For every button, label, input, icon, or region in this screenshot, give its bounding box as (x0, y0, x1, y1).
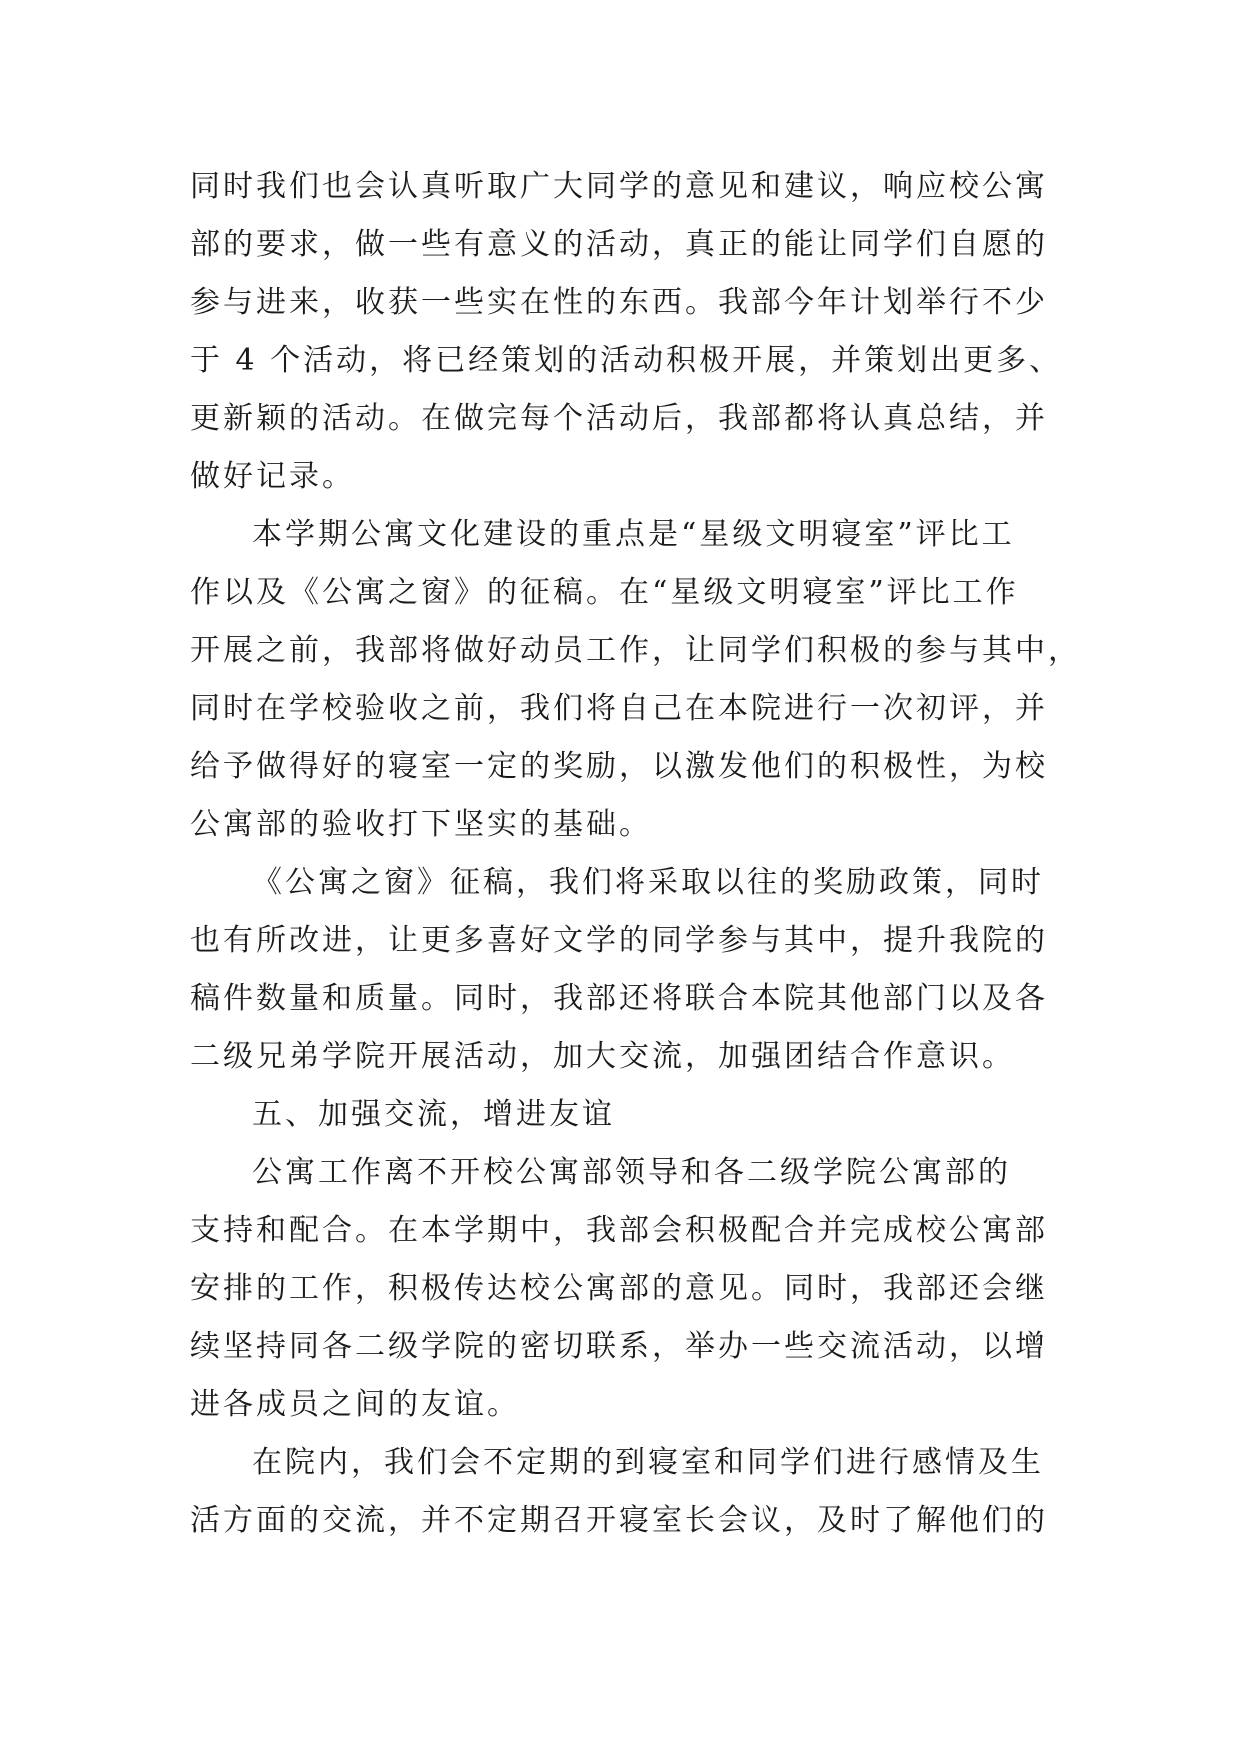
text-line: 更新颖的活动。在做完每个活动后，我部都将认真总结，并 (190, 401, 1048, 436)
text-line: 部的要求，做一些有意义的活动，真正的能让同学们自愿的 (190, 227, 1048, 262)
text-line: 二级兄弟学院开展活动，加大交流，加强团结合作意识。 (190, 1039, 1015, 1074)
text-line: 同时我们也会认真听取广大同学的意见和建议，响应校公寓 (190, 169, 1048, 204)
text-line: 也有所改进，让更多喜好文学的同学参与其中，提升我院的 (190, 923, 1048, 958)
text-line: 给予做得好的寝室一定的奖励，以激发他们的积极性，为校 (190, 749, 1048, 784)
text-line: 于 4 个活动，将已经策划的活动积极开展，并策划出更多、 (190, 343, 1063, 378)
paragraph-first-line: 本学期公寓文化建设的重点是“星级文明寝室”评比工 (252, 517, 1015, 552)
section-heading: 五、加强交流，增进友谊 (252, 1097, 615, 1132)
text-line: 开展之前，我部将做好动员工作，让同学们积极的参与其中， (190, 633, 1081, 668)
text-line: 活方面的交流，并不定期召开寝室长会议，及时了解他们的 (190, 1503, 1048, 1538)
text-line: 参与进来，收获一些实在性的东西。我部今年计划举行不少 (190, 285, 1048, 320)
text-line: 公寓部的验收打下坚实的基础。 (190, 807, 652, 842)
text-line: 做好记录。 (190, 459, 355, 494)
text-line: 安排的工作，积极传达校公寓部的意见。同时，我部还会继 (190, 1271, 1048, 1306)
text-line: 稿件数量和质量。同时，我部还将联合本院其他部门以及各 (190, 981, 1048, 1016)
text-line: 支持和配合。在本学期中，我部会积极配合并完成校公寓部 (190, 1213, 1048, 1248)
paragraph-first-line: 公寓工作离不开校公寓部领导和各二级学院公寓部的 (252, 1155, 1011, 1190)
text-line: 续坚持同各二级学院的密切联系，举办一些交流活动，以增 (190, 1329, 1048, 1364)
document-body (190, 158, 1081, 1550)
paragraph-first-line: 《公寓之窗》征稿，我们将采取以往的奖励政策，同时 (252, 865, 1044, 900)
text-line: 作以及《公寓之窗》的征稿。在“星级文明寝室”评比工作 (190, 575, 1019, 610)
text-line: 进各成员之间的友谊。 (190, 1387, 520, 1422)
paragraph-first-line: 在院内，我们会不定期的到寝室和同学们进行感情及生 (252, 1445, 1044, 1480)
text-line: 同时在学校验收之前，我们将自己在本院进行一次初评，并 (190, 691, 1048, 726)
